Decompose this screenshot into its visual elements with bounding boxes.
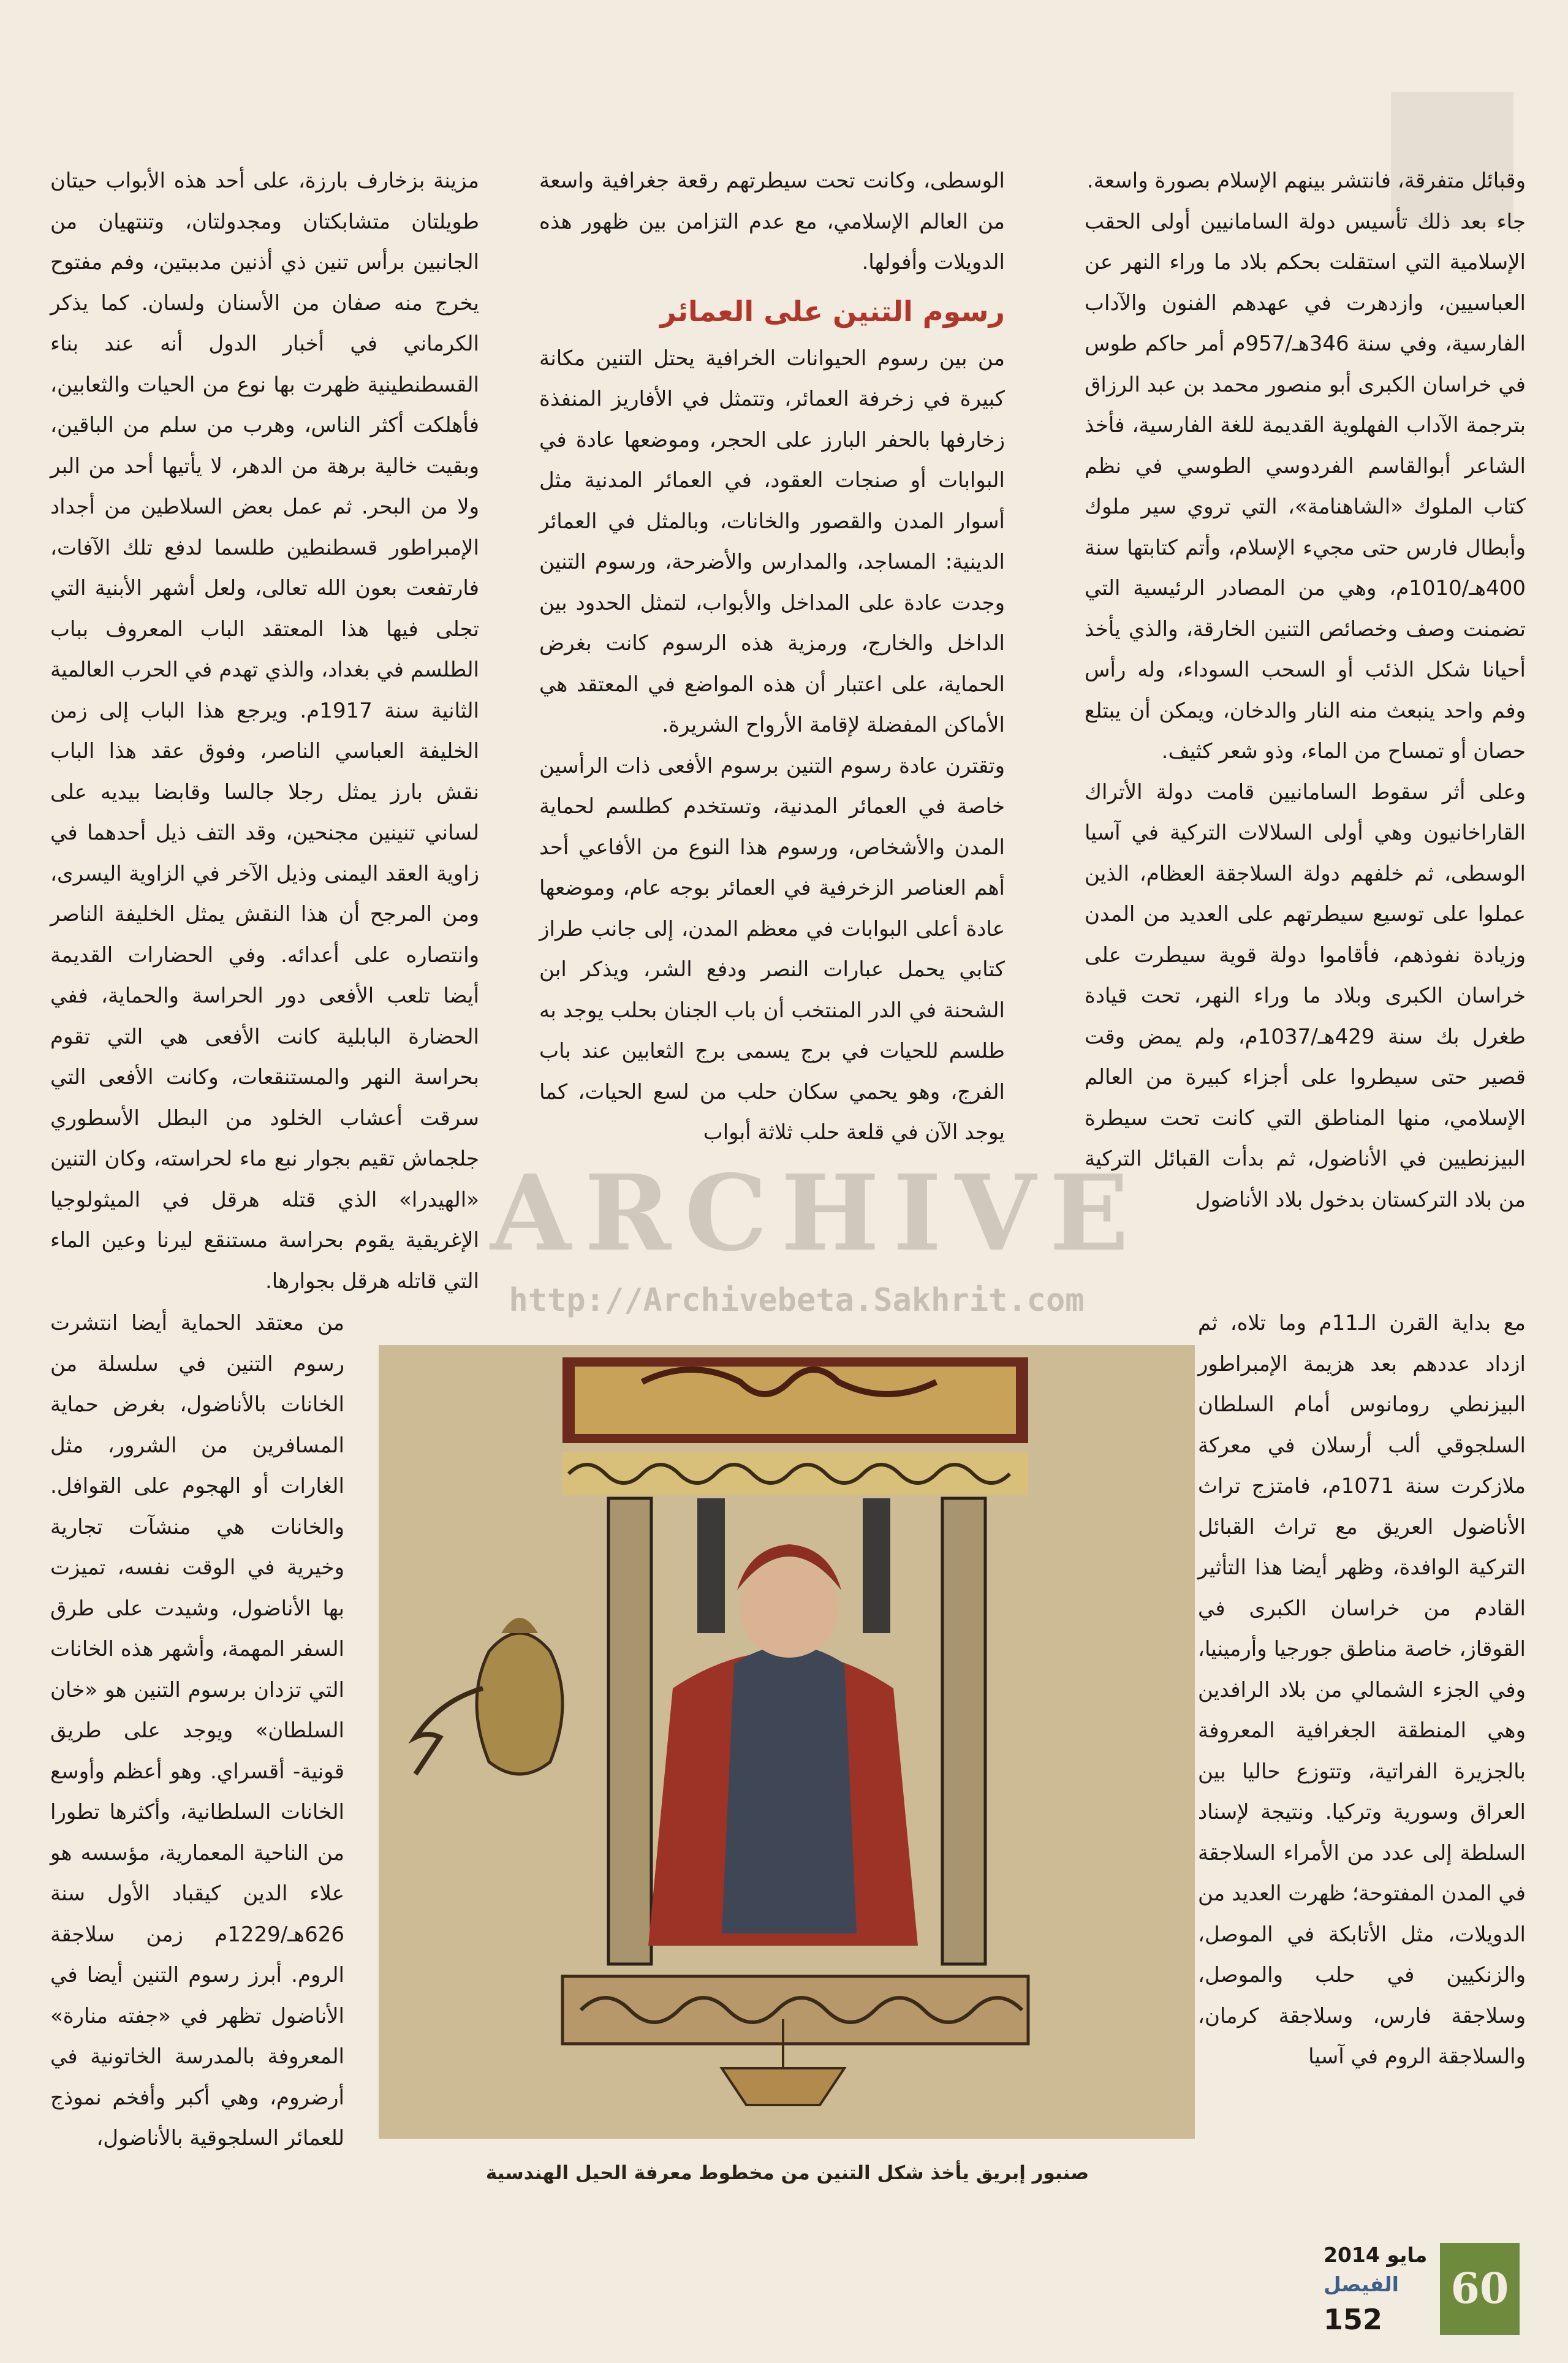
paragraph: وقبائل متفرقة، فانتشر بينهم الإسلام بصورة واسعة.	[1086, 169, 1526, 193]
paragraph: مزينة بزخارف بارزة، على أحد هذه الأبواب حيتان طويلتان متشابكتان ومجدولتان، وتنتهيان من الجانبين برأس تنين ذي أذنين مدببتين، وفم مفتوح يخرج منه صفان من الأسنان ولسان. كما يذكر الكرماني في أخبار الدول أنه عند بناء القسطنطينية ظهرت بها نوع من الحيات والثعابين، فأهلكت أكثر الناس، وهرب من سلم من الباقين، وبقيت خالية برهة من الدهر، لا يأتيها أحد من البر ولا من البحر. ثم عمل بعض السلاطين من أجداد الإمبراطور قسطنطين طلسما لدفع تلك الآفات، فارتفعت بعون الله تعالى، ولعل أشهر الأبنية التي تجلى فيها هذا المعتقد الباب المعروف بباب الطلسم في بغداد، والذي تهدم في الحرب العالمية الثانية سنة 1917م. ويرجع هذا الباب إلى زمن الخليفة العباسي الناصر، وفوق عقد هذا الباب نقش بارز يمثل رجلا جالسا وقابضا بيديه على لساني تنينين مجنحين، وقد التف ذيل أحدهما في زاوية العقد اليمنى وذيل الآخر في الزاوية اليسرى، ومن المرجح أن هذا النقش يمثل الخليفة الناصر وانتصاره على أعدائه. وفي الحضارات القديمة أيضا تلعب الأفعى دور الحراسة والحماية، ففي الحضارة البابلية كانت الأفعى هي التي تقوم بحراسة النهر والمستنقعات، وكانت الأفعى التي سرقت أعشاب الخلود من البطل الأسطوري جلجماش تقيم بجوار نبع ماء لحراسته، وكان التنين «الهيدرا» الذي قتله هرقل في الميثولوجيا الإغريقية يقوم بحراسة مستنقع ليرنا وعين الماء التي قاتله هرقل بجوارها.	[50, 169, 479, 1294]
archive-watermark-url: http://Archivebeta.Sakhrit.com	[509, 1282, 1085, 1319]
page-number: 60	[1440, 2243, 1520, 2335]
paragraph: وتقترن عادة رسوم التنين برسوم الأفعى ذات الرأسين خاصة في العمائر المدنية، وتستخدم كطلسم لحماية المدن والأشخاص، ورسوم هذا النوع من الأفاعي أحد أهم العناصر الزخرفية في العمائر بوجه عام، وموضعها عادة أعلى البوابات في معظم المدن، إلى جانب طراز كتابي يحمل عبارات النصر ودفع الشر، ويذكر ابن الشحنة في الدر المنتخب أن باب الجنان بحلب يوجد به طلسم للحيات في برج يسمى برج الثعابين عند باب الفرج، وهو يحمي سكان حلب من لسع الحيات، كما يوجد الآن في قلعة حلب ثلاثة أبواب	[539, 753, 1005, 1145]
manuscript-illustration	[379, 1345, 1195, 2139]
column-left-narrow	[50, 1303, 344, 2159]
archive-watermark: ARCHIVE	[490, 1152, 1143, 1275]
paragraph: من معتقد الحماية أيضا انتشرت رسوم التنين في سلسلة من الخانات بالأناضول، بغرض حماية المسافرين من الشرور، مثل الغارات أو الهجوم على القوافل. والخانات هي منشآت تجارية وخيرية في الوقت نفسه، تميزت بها الأناضول، وشيدت على طرق السفر المهمة، وأشهر هذه الخانات التي تزدان برسوم التنين هو «خان السلطان» ويوجد على طريق قونية- أقسراي. وهو أعظم وأوسع الخانات السلطانية، وأكثرها تطورا من الناحية المعمارية، مؤسسه هو علاء الدين كيقباد الأول سنة 626هـ/1229م زمن سلاجقة الروم. أبرز رسوم التنين أيضا في الأناضول تظهر في «جفته منارة» المعروفة بالمدرسة الخاتونية في أرضروم، وهي أكبر وأفخم نموذج للعمائر السلجوقية بالأناضول،	[50, 1311, 344, 2150]
paragraph: وعلى أثر سقوط السامانيين قامت دولة الأتراك القاراخانيون وهي أولى السلالات التركية في آسيا الوسطى، ثم خلفهم دولة السلاجقة العظام، الذين عملوا على توسيع سيطرتهم على العديد من المدن وزيادة نفوذهم، فأقاموا دولة قوية سيطرت على خراسان الكبرى وبلاد ما وراء النهر، تحت قيادة طغرل بك سنة 429هـ/1037م، ولم يمض وقت قصير حتى سيطروا على أجزاء كبيرة من العالم الإسلامي، منها المناطق التي كانت تحت سيطرة البيزنطيين في الأناضول، ثم بدأت القبائل التركية من بلاد التركستان بدخول بلاد الأناضول	[1085, 779, 1526, 1212]
column-left	[50, 161, 479, 1302]
column-right-narrow	[1198, 1303, 1526, 2077]
column-right	[1085, 161, 1526, 1220]
paragraph: من بين رسوم الحيوانات الخرافية يحتل التنين مكانة كبيرة في زخرفة العمائر، وتتمثل في الأفاريز المنفذة زخارفها بالحفر البارز على الحجر، وموضعها عادة في البوابات أو صنجات العقود، في العمائر المدنية مثل أسوار المدن والقصور والخانات، وبالمثل في العمائر الدينية: المساجد، والمدارس والأضرحة، ورسوم التنين وجدت عادة على المداخل والأبواب، لتمثل الحدود بين الداخل والخارج، ورمزية هذه الرسوم كانت بغرض الحماية، على اعتبار أن هذه المواضع في المعتقد هي الأماكن المفضلة لإقامة الأرواح الشريرة.	[539, 346, 1005, 737]
issue-number: 152	[1324, 2303, 1383, 2336]
dragon-spout-miniature	[379, 1345, 1195, 2139]
paragraph: الوسطى، وكانت تحت سيطرتهم رقعة جغرافية واسعة من العالم الإسلامي، مع عدم التزامن بين ظهور هذه الدويلات وأفولها.	[539, 169, 1005, 275]
figure-caption: صنبور إبريق يأخذ شكل التنين من مخطوط معرفة الحيل الهندسية	[485, 2162, 1089, 2184]
magazine-name: الفيصل	[1324, 2272, 1399, 2296]
column-middle	[539, 161, 1005, 1153]
paragraph: جاء بعد ذلك تأسيس دولة السامانيين أولى الحقب الإسلامية التي استقلت بحكم بلاد ما وراء النهر عن العباسيين، وازدهرت في عهدهم الفنون والآداب الفارسية، وفي سنة 346هـ/957م أمر حاكم طوس في خراسان الكبرى أبو منصور محمد بن عبد الرزاق بترجمة الآداب الفهلوية القديمة للغة الفارسية، فأخذ الشاعر أبوالقاسم الفردوسي الطوسي في نظم كتاب الملوك «الشاهنامة»، التي تروي سير ملوك وأبطال فارس حتى مجيء الإسلام، وأتم كتابتها سنة 400هـ/1010م، وهي من المصادر الرئيسية التي تضمنت وصف وخصائص التنين الخارقة، والذي يأخذ أحيانا شكل الذئب أو السحب السوداء، وله رأس وفم واحد ينبعث منه النار والدخان، ويمكن أن يبتلع حصان أو تمساح من الماء، وذو شعر كثيف.	[1085, 209, 1526, 764]
issue-date: مايو 2014	[1324, 2243, 1428, 2267]
paragraph: مع بداية القرن الـ11م وما تلاه، ثم ازداد عددهم بعد هزيمة الإمبراطور البيزنطي رومانوس أمام السلطان السلجوقي ألب أرسلان في معركة ملازكرت سنة 1071م، فامتزج تراث الأناضول العريق مع تراث القبائل التركية الوافدة، وظهر أيضا هذا التأثير القادم من خراسان الكبرى في القوقاز، خاصة مناطق جورجيا وأرمينيا، وفي الجزء الشمالي من بلاد الرافدين وهي المنطقة الجغرافية المعروفة بالجزيرة الفراتية، وتتوزع حاليا بين العراق وسورية وتركيا. ونتيجة لإسناد السلطة إلى عدد من الأمراء السلاجقة في المدن المفتوحة؛ ظهرت العديد من الدويلات، مثل الأتابكة في الموصل، والزنكيين في حلب والموصل، وسلاجقة فارس، وسلاجقة كرمان، والسلاجقة الروم في آسيا	[1198, 1311, 1526, 2069]
section-heading: رسوم التنين على العمائر	[660, 294, 1005, 328]
